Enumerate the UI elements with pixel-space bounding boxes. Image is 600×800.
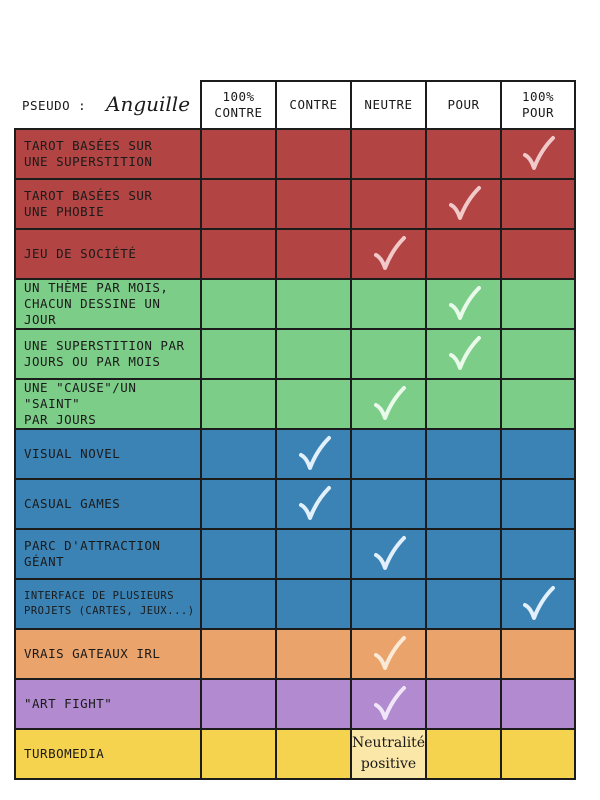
vote-cell (275, 230, 350, 280)
checkmark-icon (371, 235, 407, 273)
survey-row (14, 730, 576, 780)
survey-row (14, 330, 576, 380)
vote-cell (350, 130, 425, 180)
vote-cell (500, 180, 576, 230)
vote-cell (350, 630, 425, 680)
header-row (14, 80, 576, 130)
row-label-cell (14, 230, 200, 280)
vote-cell (425, 230, 500, 280)
checkmark-icon (371, 635, 407, 673)
checkmark-icon (371, 385, 407, 423)
vote-cell (500, 730, 576, 780)
row-label: UNE "CAUSE"/UN "SAINT" PAR JOURS (24, 380, 137, 427)
column-header-contre: CONTRE (275, 80, 350, 130)
column-header-pour: POUR (425, 80, 500, 130)
row-label-cell (14, 130, 200, 180)
checkmark-icon (446, 185, 482, 223)
row-label-cell (14, 180, 200, 230)
vote-cell (500, 480, 576, 530)
row-label-cell (14, 680, 200, 730)
vote-cell (425, 530, 500, 580)
row-label-cell (14, 730, 200, 780)
row-label: VISUAL NOVEL (24, 446, 121, 461)
vote-cell (200, 380, 275, 430)
row-label-cell (14, 580, 200, 630)
vote-cell (350, 330, 425, 380)
vote-cell (500, 430, 576, 480)
column-header-neutre: NEUTRE (350, 80, 425, 130)
vote-cell (425, 180, 500, 230)
vote-cell (425, 630, 500, 680)
vote-cell (350, 180, 425, 230)
row-label: TAROT BASÉES SUR UNE PHOBIE (24, 188, 153, 219)
vote-cell (350, 280, 425, 330)
survey-row (14, 530, 576, 580)
vote-cell (350, 230, 425, 280)
vote-cell (200, 480, 275, 530)
vote-cell (275, 280, 350, 330)
row-label: UNE SUPERSTITION PAR JOURS OU PAR MOIS (24, 338, 185, 369)
checkmark-icon (296, 435, 332, 473)
row-label: PARC D'ATTRACTION GÉANT (24, 538, 161, 569)
row-label: UN THÈME PAR MOIS, CHACUN DESSINE UN JOUR (24, 280, 169, 327)
vote-cell (350, 580, 425, 630)
vote-cell (200, 680, 275, 730)
note-cell (350, 730, 425, 780)
vote-cell (350, 530, 425, 580)
vote-cell (200, 580, 275, 630)
survey-row (14, 680, 576, 730)
vote-cell (425, 330, 500, 380)
checkmark-icon (371, 535, 407, 573)
vote-cell (275, 580, 350, 630)
checkmark-icon (446, 285, 482, 323)
note-text: Neutralité positive (352, 735, 426, 772)
vote-cell (425, 580, 500, 630)
vote-cell (500, 630, 576, 680)
vote-cell (500, 130, 576, 180)
checkmark-icon (371, 685, 407, 723)
vote-cell (350, 380, 425, 430)
vote-cell (200, 430, 275, 480)
vote-cell (500, 380, 576, 430)
vote-cell (275, 480, 350, 530)
row-label: INTERFACE DE PLUSIEURS PROJETS (CARTES, JEUX...) (24, 590, 195, 617)
vote-cell (200, 130, 275, 180)
vote-cell (200, 330, 275, 380)
row-label: VRAIS GATEAUX IRL (24, 646, 161, 661)
survey-row (14, 280, 576, 330)
checkmark-icon (520, 585, 556, 623)
vote-cell (350, 680, 425, 730)
row-label: TAROT BASÉES SUR UNE SUPERSTITION (24, 138, 153, 169)
survey-row (14, 230, 576, 280)
vote-cell (275, 530, 350, 580)
vote-cell (425, 680, 500, 730)
vote-cell (275, 130, 350, 180)
vote-cell (275, 330, 350, 380)
vote-cell (275, 680, 350, 730)
vote-cell (200, 530, 275, 580)
vote-cell (200, 280, 275, 330)
vote-cell (350, 480, 425, 530)
survey-row (14, 630, 576, 680)
vote-cell (500, 580, 576, 630)
vote-cell (200, 730, 275, 780)
vote-cell (275, 630, 350, 680)
vote-cell (350, 430, 425, 480)
checkmark-icon (296, 485, 332, 523)
checkmark-icon (446, 335, 482, 373)
row-label-cell (14, 280, 200, 330)
column-header-100-pour: 100% POUR (500, 80, 576, 130)
row-label: "ART FIGHT" (24, 696, 113, 711)
row-label-cell (14, 530, 200, 580)
opinion-survey-table (14, 80, 576, 780)
pseudo-label: PSEUDO : (22, 98, 87, 113)
vote-cell (275, 180, 350, 230)
vote-cell (200, 630, 275, 680)
survey-row (14, 580, 576, 630)
pseudo-value: Anguille (106, 92, 191, 116)
vote-cell (425, 730, 500, 780)
vote-cell (425, 480, 500, 530)
vote-cell (425, 430, 500, 480)
row-label-cell (14, 630, 200, 680)
vote-cell (500, 230, 576, 280)
vote-cell (500, 530, 576, 580)
survey-row (14, 380, 576, 430)
vote-cell (275, 380, 350, 430)
survey-row (14, 180, 576, 230)
row-label-cell (14, 330, 200, 380)
vote-cell (500, 680, 576, 730)
vote-cell (425, 130, 500, 180)
row-label: TURBOMEDIA (24, 746, 105, 761)
row-label: JEU DE SOCIÉTÉ (24, 246, 137, 261)
pseudo-cell (14, 80, 200, 130)
column-header-100-contre: 100% CONTRE (200, 80, 275, 130)
vote-cell (425, 380, 500, 430)
survey-row (14, 430, 576, 480)
survey-row (14, 130, 576, 180)
vote-cell (275, 730, 350, 780)
row-label: CASUAL GAMES (24, 496, 121, 511)
survey-row (14, 480, 576, 530)
row-label-cell (14, 430, 200, 480)
row-label-cell (14, 380, 200, 430)
vote-cell (275, 430, 350, 480)
vote-cell (200, 180, 275, 230)
vote-cell (500, 330, 576, 380)
checkmark-icon (520, 135, 556, 173)
row-label-cell (14, 480, 200, 530)
vote-cell (425, 280, 500, 330)
vote-cell (500, 280, 576, 330)
vote-cell (200, 230, 275, 280)
